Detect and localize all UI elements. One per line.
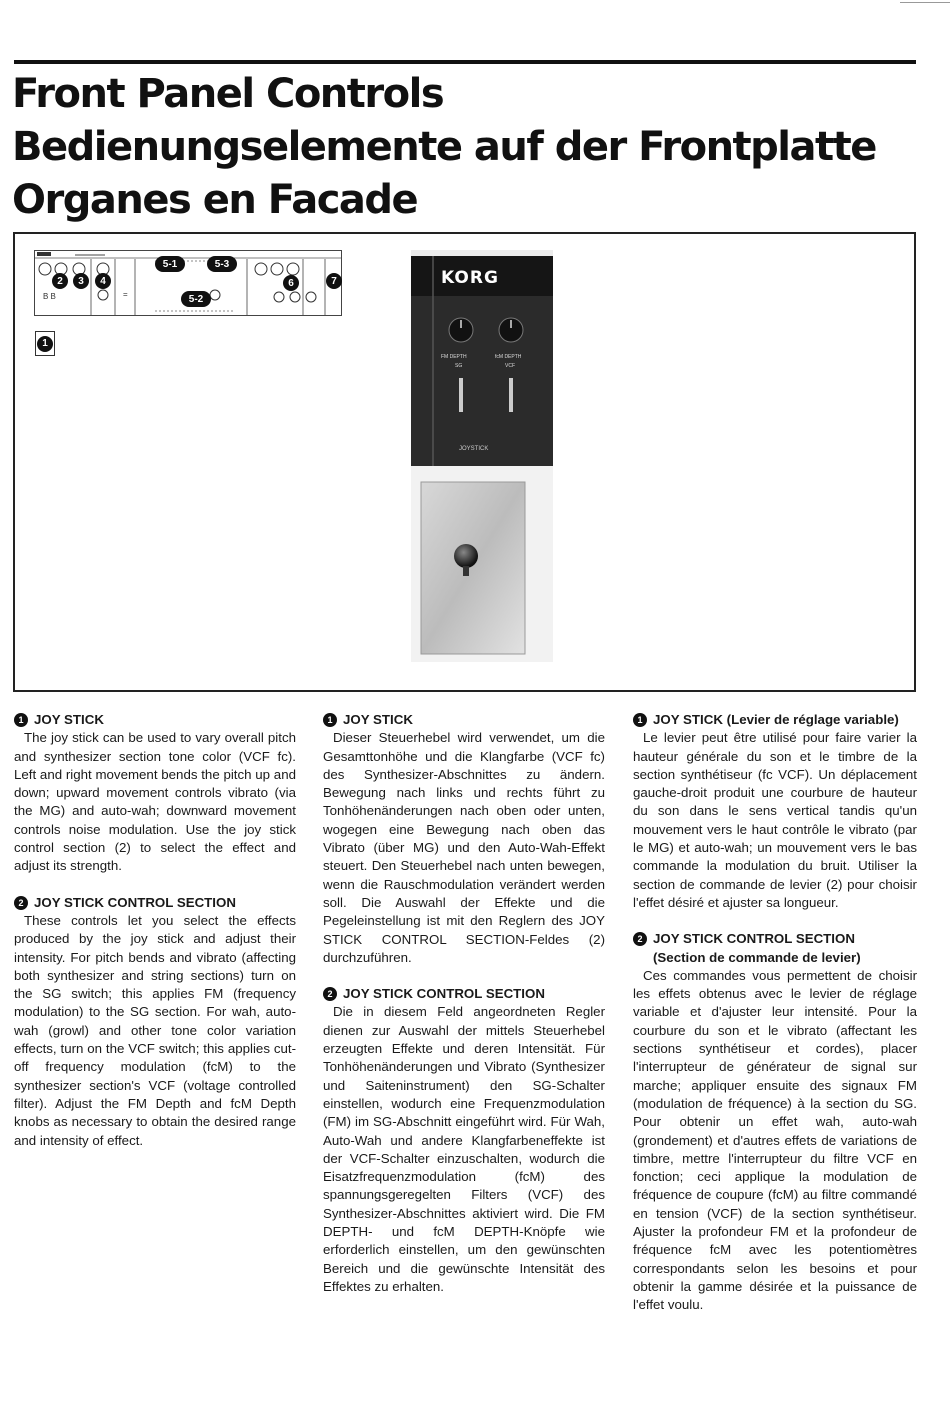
callout-7: 7 bbox=[326, 273, 342, 289]
bullet-number: 1 bbox=[14, 713, 28, 727]
svg-text:=: = bbox=[123, 290, 128, 299]
label-vcf: VCF bbox=[505, 363, 515, 369]
section-heading: JOY STICK CONTROL SECTION bbox=[653, 931, 855, 947]
section-body: Ces commandes vous permettent de choisir les effets obtenus avec le levier de réglage variable et d'ajuster leur intensité. Pour la courbure du son et le vibrato (affectant les sections synthétiseur et cordes), placer l'interrupteur de générateur de signal sur marche; appliquer ensuite des signaux FM (modulation de fréquence) à la section du SG. Pour obtenir un effet wah, auto-wah (grondement) et d'autres effets de variations de timbre, mettre l'interrupteur du filtre VCF en fonction; ceci applique la modulation de fréquence de coupure (fcM) au filtre commandé en tension (VCF) de la section synthétiseur. Ajuster la profondeur FM et la profondeur de fréquence fcM avec les potentiomètres correspondants selon les besoins et pour obtenir la gamme désirée et la puissance de l'effet voulu. bbox=[633, 967, 917, 1313]
label-fcm-depth: fcM DEPTH bbox=[495, 354, 522, 360]
section-body: Le levier peut être utilisé pour faire varier la hauteur générale du son et le timbre de la section synthétiseur (fc VCF). Un déplacement gauche-droit produit une courbure de hauteur du son dans le sens vertical tandis qu'un mouvement vers le haut contrôle le vibrato (par le MG) et auto-wah; un mouvement vers le bas commande la modulation du bruit. Utiliser la section de commande de levier (2) pour choisir l'effet désiré et ajuster sa longueur. bbox=[633, 730, 917, 910]
bullet-number: 2 bbox=[14, 896, 28, 910]
section-body: Die in diesem Feld angeordneten Regler dienen zur Auswahl der mittels Steuerhebel erzeugten Effekte und deren Intensität. Für Tonhöhenänderungen und Vibrato (Synthesizer und Saiteninstrument) den SG-Schalter einstellen, wodurch eine Frequenzmodulation (FM) im SG-Abschnitt eingeführt wird. Für Wah, Auto-Wah und andere Klangfarbeneffekte ist der VCF-Schalter einzuschalten, wodurch die Eisatzfrequenzmodulation (fcM) des spannungsgeregelten Filters (VCF) des Synthesizer-Abschnittes aktiviert wird. Die FM DEPTH- und fcM DEPTH-Knöpfe wie erforderlich einstellen, um den gewünschten Bereich und die gewünschte Intensität des Effektes zu erhalten. bbox=[323, 1004, 605, 1294]
section-subheading: (Section de commande de levier) bbox=[653, 949, 861, 965]
title-german: Bedienungselemente auf der Frontplatte bbox=[12, 124, 876, 170]
callout-6: 6 bbox=[283, 275, 299, 291]
callout-1: 1 bbox=[37, 336, 53, 352]
panel-diagram bbox=[34, 250, 342, 316]
column-german bbox=[323, 711, 605, 1314]
section-heading: JOY STICK (Levier de réglage variable) bbox=[653, 712, 899, 727]
label-sg: SG bbox=[455, 363, 463, 369]
joystick-photo bbox=[411, 250, 553, 662]
label-joystick: JOYSTICK bbox=[459, 446, 489, 452]
front-panel-figure bbox=[13, 232, 916, 692]
section-heading: JOY STICK bbox=[34, 712, 104, 727]
section-joy-stick-de bbox=[323, 711, 605, 967]
corner-rule bbox=[900, 2, 950, 3]
column-english bbox=[14, 711, 296, 1168]
callout-4: 4 bbox=[95, 273, 111, 289]
section-body: Dieser Steuerhebel wird verwendet, um die Gesamttonhöhe und die Klangfarbe (VCF fc) des Synthesizer-Abschnittes zu ändern. Bewegung nach links und rechts führt zu Tonhöhenänderungen nach oben oder unten, wogegen eine Bewegung nach oben das Vibrato (über MG) und den Auto-Wah-Effekt steuert. Den Steuerhebel nach unten bewegen, wenn die Rauschmodulation verändert werden soll. Die Auswahl der Effekte und die Pegeleinstellung ist mit den Reglern des JOY STICK CONTROL SECTION-Feldes (2) durchzuführen. bbox=[323, 730, 605, 965]
column-french bbox=[633, 711, 917, 1333]
section-body: These controls let you select the effects produced by the joy stick and adjust their intensity. For pitch bends and vibrato (affecting both synthesizer and string sections) turn on the SG switch; this applies FM (frequency modulation) to the SG section. For wah, auto-wah (growl) and other tone color variation effects, turn on the VCF switch; this applies cut-off frequency modulation (fcM) to the synthesizer section's VCF (voltage controlled filter). Adjust the FM Depth and fcM Depth knobs as necessary to obtain the desired range and intensity of effect. bbox=[14, 912, 296, 1148]
section-heading: JOY STICK CONTROL SECTION bbox=[34, 894, 236, 910]
section-control-fr bbox=[633, 930, 917, 1314]
section-control-de bbox=[323, 985, 605, 1296]
brand-logo-korg: KORG bbox=[441, 268, 499, 288]
callout-5-3: 5-3 bbox=[207, 256, 237, 272]
section-heading: JOY STICK CONTROL SECTION bbox=[343, 986, 545, 1002]
callout-5-1: 5-1 bbox=[155, 256, 185, 272]
joystick-photo-drawing bbox=[411, 250, 553, 662]
callout-2: 2 bbox=[52, 273, 68, 289]
section-heading: JOY STICK bbox=[343, 712, 413, 727]
bullet-number: 2 bbox=[633, 932, 647, 946]
callout-3: 3 bbox=[73, 273, 89, 289]
title-french: Organes en Facade bbox=[12, 177, 418, 223]
bullet-number: 1 bbox=[633, 713, 647, 727]
callout-5-2: 5-2 bbox=[181, 291, 211, 307]
section-joy-stick-en bbox=[14, 711, 296, 876]
svg-text:B B: B B bbox=[43, 292, 56, 301]
section-control-en bbox=[14, 894, 296, 1150]
section-joy-stick-fr bbox=[633, 711, 917, 912]
section-body: The joy stick can be used to vary overall pitch and synthesizer section tone color (VCF fc). Left and right movement bends the pitch up and down; upward movement controls vibrato (via the MG) and auto-wah; downward movement controls noise modulation. Use the joy stick control section (2) to select the effect and adjust its strength. bbox=[14, 730, 296, 874]
bullet-number: 2 bbox=[323, 987, 337, 1001]
header-rule bbox=[14, 60, 916, 64]
bullet-number: 1 bbox=[323, 713, 337, 727]
title-english: Front Panel Controls bbox=[12, 71, 444, 117]
label-fm-depth: FM DEPTH bbox=[441, 354, 467, 360]
callout-1-box bbox=[35, 331, 55, 356]
title-block bbox=[12, 68, 876, 227]
